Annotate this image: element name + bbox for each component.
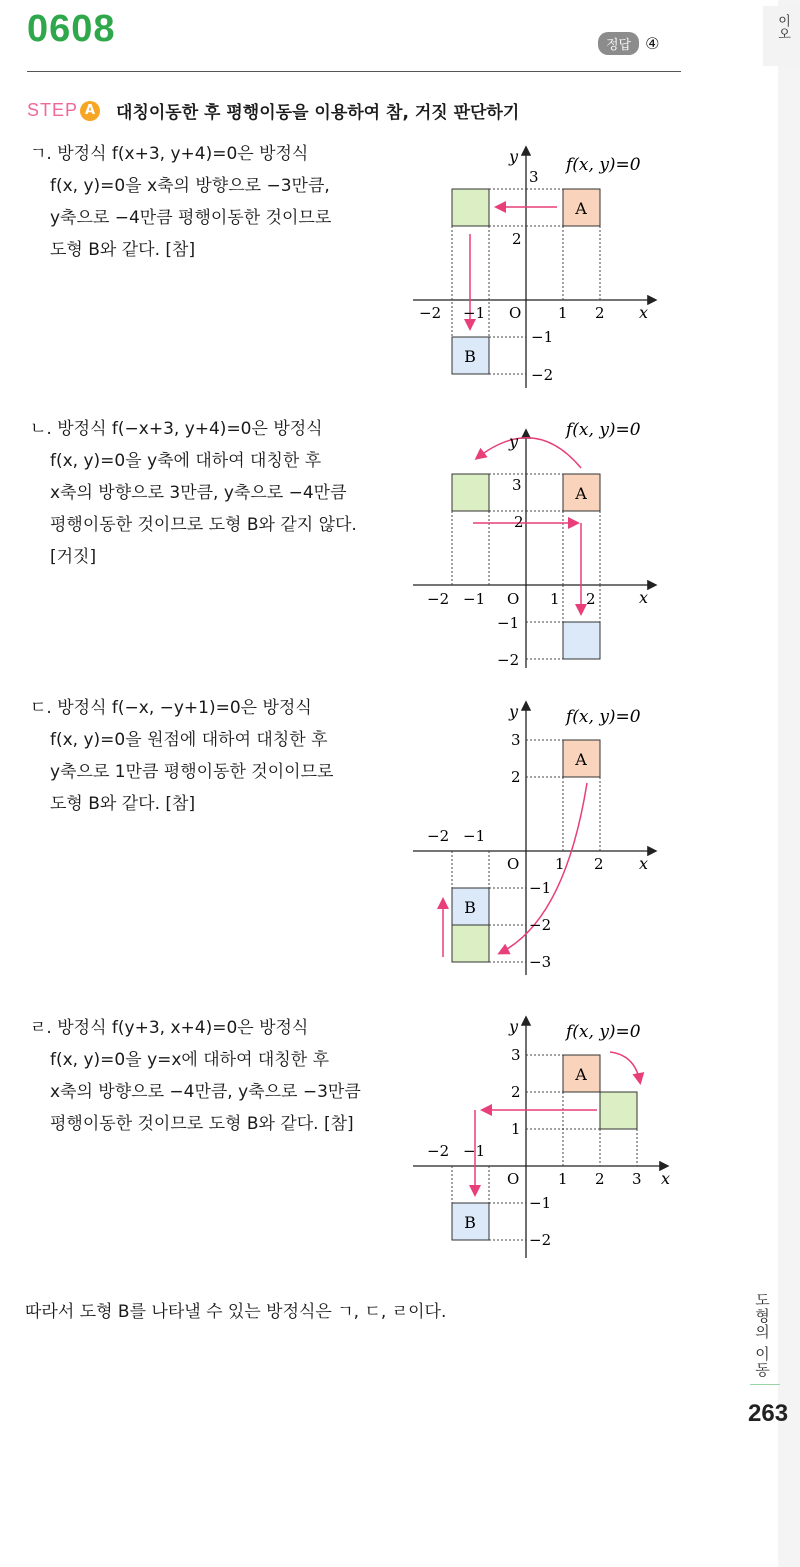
graph-2	[405, 413, 675, 673]
item-2	[30, 413, 430, 573]
item-line: x축의 방향으로 3만큼, y축으로 −4만큼	[50, 483, 347, 503]
step-label: STEP	[27, 100, 79, 120]
reflect-arrow	[610, 1052, 640, 1082]
side-strip	[778, 0, 800, 1567]
svg-text:−1: −1	[463, 304, 486, 322]
svg-text:−3: −3	[529, 953, 552, 971]
graph-4	[405, 1010, 680, 1260]
conclusion-text: 따라서 도형 B를 나타낼 수 있는 방정식은 ㄱ, ㄷ, ㄹ이다.	[25, 1302, 447, 1322]
origin-label: O	[507, 855, 520, 873]
svg-text:1: 1	[511, 1120, 521, 1138]
label-a: A	[575, 199, 587, 218]
label-b: B	[464, 1213, 476, 1232]
svg-text:2: 2	[595, 1170, 605, 1188]
func-label: f(x, y)=0	[566, 1022, 641, 1042]
problem-number: 0608	[27, 8, 116, 50]
item-line: 평행이동한 것이므로 도형 B와 같다. [참]	[50, 1114, 354, 1134]
origin-label: O	[507, 590, 520, 608]
svg-text:−1: −1	[463, 590, 486, 608]
item-line: f(x, y)=0을 x축의 방향으로 −3만큼,	[50, 176, 330, 196]
side-top-tab	[763, 6, 800, 66]
svg-text:3: 3	[511, 731, 521, 749]
x-axis-label: x	[639, 854, 649, 873]
svg-text:2: 2	[586, 590, 596, 608]
chapter-label: 도형의 이동	[753, 1292, 771, 1378]
item-line: ㄷ. 방정식 f(−x, −y+1)=0은 방정식	[30, 698, 312, 718]
item-line: ㄱ. 방정식 f(x+3, y+4)=0은 방정식	[30, 144, 309, 164]
shape-image	[452, 925, 489, 962]
svg-text:3: 3	[632, 1170, 642, 1188]
origin-label: O	[509, 304, 522, 322]
answer-value: ④	[645, 34, 660, 53]
svg-text:2: 2	[511, 768, 521, 786]
item-line: [거짓]	[50, 547, 97, 567]
svg-text:1: 1	[558, 304, 568, 322]
svg-text:−2: −2	[531, 366, 554, 384]
item-line: y축으로 −4만큼 평행이동한 것이므로	[50, 208, 332, 228]
svg-text:−2: −2	[529, 916, 552, 934]
svg-text:−1: −1	[463, 827, 486, 845]
x-axis-label: x	[639, 588, 649, 607]
header-divider	[27, 71, 681, 72]
svg-text:2: 2	[514, 513, 524, 531]
y-axis-label: y	[509, 702, 519, 721]
svg-text:1: 1	[558, 1170, 568, 1188]
svg-text:−1: −1	[463, 1142, 486, 1160]
label-b: B	[464, 898, 476, 917]
step-badge: A	[80, 101, 100, 121]
svg-text:1: 1	[555, 855, 565, 873]
reflect-arrow	[477, 438, 581, 468]
svg-text:2: 2	[594, 855, 604, 873]
page-number: 263	[748, 1400, 789, 1427]
step-heading	[27, 98, 519, 123]
item-line: 평행이동한 것이므로 도형 B와 같지 않다.	[50, 515, 357, 535]
func-label: f(x, y)=0	[566, 155, 641, 175]
origin-label: O	[507, 1170, 520, 1188]
side-top-text: 이오	[775, 14, 790, 40]
side-divider	[750, 1384, 780, 1385]
svg-text:1: 1	[550, 590, 560, 608]
item-line: f(x, y)=0을 y=x에 대하여 대칭한 후	[50, 1050, 330, 1070]
svg-text:−2: −2	[419, 304, 442, 322]
y-axis-label: y	[509, 1017, 519, 1036]
svg-text:3: 3	[529, 168, 539, 186]
label-a: A	[575, 484, 587, 503]
svg-text:−2: −2	[427, 827, 450, 845]
x-axis-label: x	[661, 1169, 671, 1188]
item-line: x축의 방향으로 −4만큼, y축으로 −3만큼	[50, 1082, 361, 1102]
func-label: f(x, y)=0	[566, 707, 641, 727]
step-title: 대칭이동한 후 평행이동을 이용하여 참, 거짓 판단하기	[116, 103, 520, 123]
item-line: 도형 B와 같다. [참]	[50, 794, 196, 814]
item-line: f(x, y)=0을 y축에 대하여 대칭한 후	[50, 451, 322, 471]
answer-label: 정답	[598, 32, 639, 55]
label-a: A	[575, 750, 587, 769]
item-4	[30, 1012, 430, 1140]
svg-text:−2: −2	[497, 651, 520, 669]
label-a: A	[575, 1065, 587, 1084]
shape-image	[452, 189, 489, 226]
svg-text:−2: −2	[427, 590, 450, 608]
label-b: B	[464, 347, 476, 366]
item-1	[30, 138, 430, 266]
svg-text:2: 2	[595, 304, 605, 322]
svg-text:−2: −2	[529, 1231, 552, 1249]
svg-text:3: 3	[511, 1046, 521, 1064]
svg-text:−1: −1	[529, 1194, 552, 1212]
answer-box	[598, 32, 659, 55]
svg-text:−1: −1	[497, 614, 520, 632]
svg-text:2: 2	[512, 230, 522, 248]
item-line: ㄹ. 방정식 f(y+3, x+4)=0은 방정식	[30, 1018, 309, 1038]
y-axis-label: y	[509, 147, 519, 166]
item-line: ㄴ. 방정식 f(−x+3, y+4)=0은 방정식	[30, 419, 323, 439]
item-line: y축으로 1만큼 평행이동한 것이이므로	[50, 762, 334, 782]
svg-text:−1: −1	[529, 879, 552, 897]
graph-1	[405, 140, 675, 395]
func-label: f(x, y)=0	[566, 420, 641, 440]
item-line: f(x, y)=0을 원점에 대하여 대칭한 후	[50, 730, 328, 750]
shape-image	[600, 1092, 637, 1129]
item-3	[30, 692, 430, 820]
svg-text:−2: −2	[427, 1142, 450, 1160]
svg-text:−1: −1	[531, 328, 554, 346]
y-axis-label: y	[509, 432, 519, 451]
x-axis-label: x	[639, 303, 649, 322]
svg-text:3: 3	[512, 476, 522, 494]
svg-text:2: 2	[511, 1083, 521, 1101]
shape-b	[563, 622, 600, 659]
item-line: 도형 B와 같다. [참]	[50, 240, 196, 260]
graph-3	[405, 695, 675, 980]
shape-image	[452, 474, 489, 511]
